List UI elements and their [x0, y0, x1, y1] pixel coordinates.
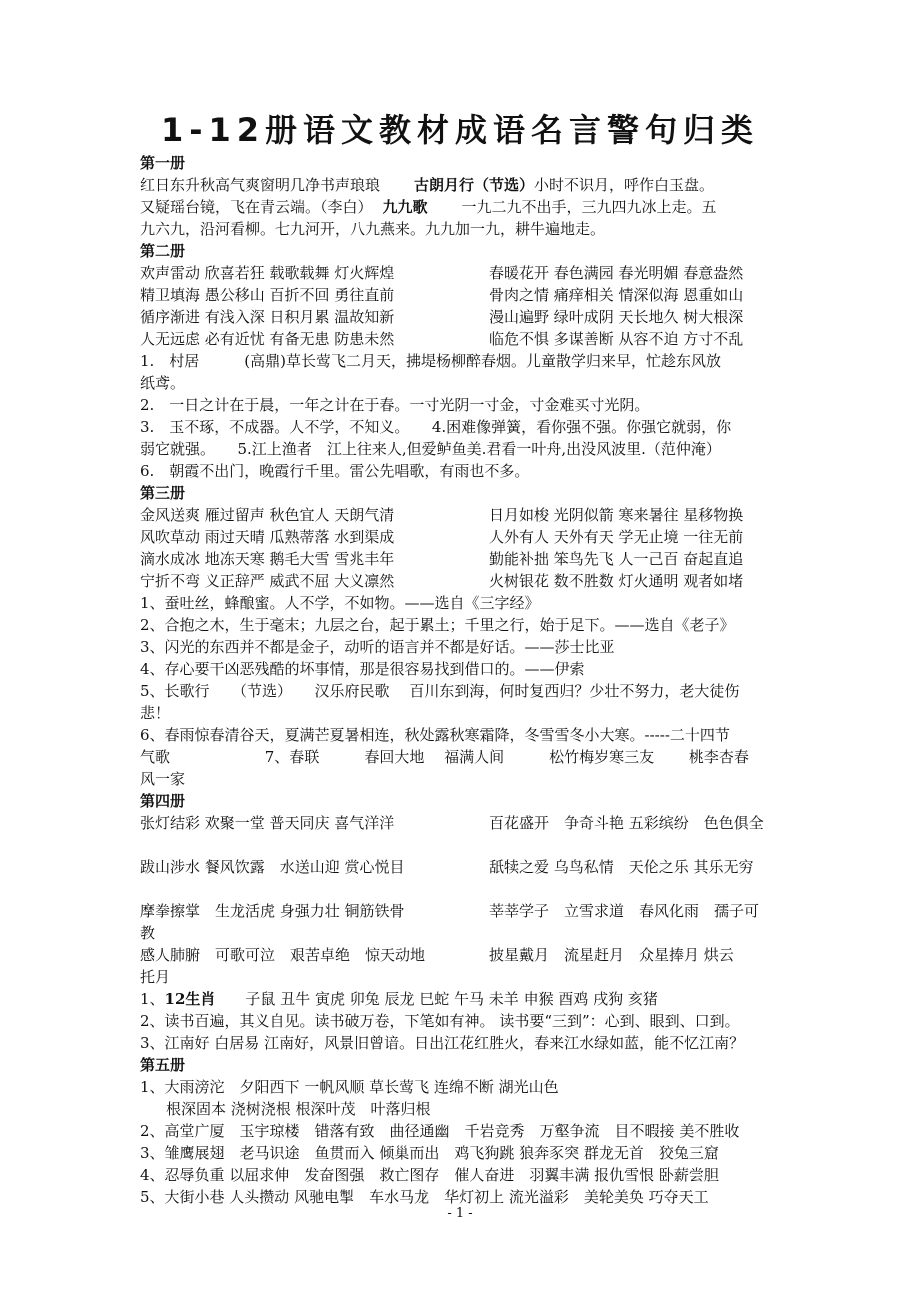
idiom-line: 3、雏鹰展翅 老马识途 鱼贯而入 倾巢而出 鸡飞狗跳 狼奔豕突 群龙无首 狡兔三窟: [140, 1144, 719, 1162]
quote-line: 气歌 7、春联 春回大地 福满人间 松竹梅岁寒三友 桃李杏春: [140, 748, 749, 766]
quote-line: 纸鸢。: [140, 374, 186, 392]
idiom-group: 舐犊之爱 乌鸟私情 天伦之乐 其乐无穷: [489, 858, 754, 876]
quote-line: 6、春雨惊春清谷天，夏满芒夏暑相连，秋处露秋寒霜降，冬雪雪冬小大寒。-----二十四节: [140, 726, 730, 744]
quote-line: 6. 朝霞不出门，晚霞行千里。雷公先唱歌，有雨也不多。: [140, 462, 530, 480]
idiom-group: 精卫填海 愚公移山 百折不回 勇往直前: [140, 286, 395, 304]
idiom-group: 人无远虑 必有近忧 有备无患 防患未然: [140, 330, 395, 348]
page-number: - 1 -: [447, 1206, 473, 1221]
section-heading-book2: 第二册: [140, 242, 186, 260]
idiom-group: 宁折不弯 义正辞严 威武不屈 大义凛然: [140, 572, 395, 590]
idiom-group: 漫山遍野 绿叶成阴 天长地久 树大根深: [489, 308, 744, 326]
jiujiuge-text-1: 一九二九不出手，三九四九冰上走。五: [461, 198, 717, 216]
idiom-row: [140, 504, 790, 526]
quote-line: 5、长歌行 （节选） 汉乐府民歌 百川东到海，何时复西归？少壮不努力，老大徒伤: [140, 682, 740, 700]
quote-line: 3. 玉不琢，不成器。人不学，不知义。 4.困难像弹簧，看你强不强。你强它就弱，你: [140, 418, 732, 436]
idiom-group: 莘莘学子 立雪求道 春风化雨 孺子可: [489, 902, 760, 920]
book1-idioms: 红日东升秋高气爽窗明几净书声琅琅: [140, 176, 381, 194]
idiom-line: 2、高堂广厦 玉宇琼楼 错落有致 曲径通幽 千岩竞秀 万壑争流 目不暇接 美不胜收: [140, 1122, 740, 1140]
idiom-group: 骨肉之情 痛痒相关 情深似海 恩重如山: [489, 286, 744, 304]
idiom-group: 金风送爽 雁过留声 秋色宜人 天朗气清: [140, 506, 395, 524]
idiom-line: 4、忍辱负重 以屈求伸 发奋图强 救亡图存 催人奋进 羽翼丰满 报仇雪恨 卧薪尝胆: [140, 1166, 719, 1184]
idiom-row: [140, 306, 790, 328]
idiom-group: 百花盛开 争奇斗艳 五彩缤纷 色色俱全: [489, 814, 764, 832]
idiom-line: 5、大街小巷 人头攒动 风驰电掣 车水马龙 华灯初上 流光溢彩 美轮美奂 巧夺天工: [140, 1188, 709, 1206]
idiom-row: [140, 284, 790, 306]
idiom-group: 循序渐进 有浅入深 日积月累 温故知新: [140, 308, 395, 326]
document-body: [140, 152, 790, 1208]
quote-line: 悲！: [140, 704, 171, 722]
idiom-row: [140, 328, 790, 350]
idiom-row: [140, 856, 790, 878]
idiom-group: 勤能补拙 笨鸟先飞 人一己百 奋起直追: [489, 550, 744, 568]
idiom-group: 人外有人 天外有天 学无止境 一往无前: [489, 528, 744, 546]
quote-line: 4、存心要干凶恶残酷的坏事情，那是很容易找到借口的。——伊索: [140, 660, 585, 678]
idiom-group: 风吹草动 雨过天晴 瓜熟蒂落 水到渠成: [140, 528, 395, 546]
idiom-row: [140, 900, 790, 922]
quote-line: 1. 村居 (高鼎)草长莺飞二月天，拂堤杨柳醉春烟。儿童散学归来早，忙趁东风放: [140, 352, 722, 370]
poem-title-jiujiuge: 九九歌: [382, 198, 428, 216]
idiom-group: 日月如梭 光阴似箭 寒来暑往 星移物换: [489, 506, 744, 524]
item-number: 1、: [140, 990, 165, 1008]
poem-text-1: 小时不识月，呼作白玉盘。: [534, 176, 715, 194]
quote-line: 1、蚕吐丝，蜂酿蜜。人不学，不如物。——选自《三字经》: [140, 594, 540, 612]
idiom-row: [140, 548, 790, 570]
idiom-group: 摩拳擦掌 生龙活虎 身强力壮 铜筋铁骨: [140, 902, 405, 920]
quote-line: 弱它就强。 5.江上渔者 江上往来人,但爱鲈鱼美.君看一叶舟,出没风波里.（范仲淹）: [140, 440, 721, 458]
section-heading-book1: 第一册: [140, 154, 186, 172]
idiom-group: 临危不惧 多谋善断 从容不迫 方寸不乱: [489, 330, 744, 348]
section-heading-book4: 第四册: [140, 792, 186, 810]
blank-line: [140, 834, 790, 856]
section-heading-book5: 第五册: [140, 1056, 186, 1074]
book1-line-1: [140, 174, 790, 196]
idiom-line: 根深固本 浇树浇根 根深叶茂 叶落归根: [166, 1100, 431, 1118]
book1-line-2: [140, 196, 790, 218]
idiom-row: [140, 526, 790, 548]
idiom-row: [140, 812, 790, 834]
idiom-group: 春暖花开 春色满园 春光明媚 春意盎然: [489, 264, 744, 282]
idiom-group: 披星戴月 流星赶月 众星捧月 烘云: [489, 946, 734, 964]
section-heading-book3: 第三册: [140, 484, 186, 502]
idiom-row: [140, 944, 790, 966]
quote-line: 3、江南好 白居易 江南好，风景旧曾谙。日出江花红胜火，春来江水绿如蓝，能不忆江南？: [140, 1034, 745, 1052]
idiom-row: [140, 262, 790, 284]
idiom-continuation: 教: [140, 924, 156, 942]
quote-line: 2. 一日之计在于晨，一年之计在于春。一寸光阴一寸金，寸金难买寸光阴。: [140, 396, 650, 414]
quote-line: 2、读书百遍，其义自见。读书破万卷，下笔如有神。 读书要“三到”：心到、眼到、口到。: [140, 1012, 740, 1030]
idiom-continuation: 托月: [140, 968, 171, 986]
idiom-group: 感人肺腑 可歌可泣 艰苦卓绝 惊天动地: [140, 946, 426, 964]
idiom-group: 张灯结彩 欢聚一堂 普天同庆 喜气洋洋: [140, 814, 395, 832]
idiom-group: 欢声雷动 欣喜若狂 载歌载舞 灯火辉煌: [140, 264, 395, 282]
zodiac-line: [140, 988, 790, 1010]
idiom-row: [140, 570, 790, 592]
idiom-group: 跋山涉水 餐风饮露 水送山迎 赏心悦目: [140, 858, 405, 876]
poem-text-2: 又疑瑶台镜，飞在青云端。（李白）: [140, 198, 373, 216]
poem-title-gulangyuexing: 古朗月行（节选）: [414, 176, 535, 194]
zodiac-list: 子鼠 丑牛 寅虎 卯兔 辰龙 巳蛇 午马 未羊 申猴 酉鸡 戌狗 亥猪: [215, 990, 658, 1008]
quote-line: 2、合抱之木，生于毫末；九层之台，起于累土；千里之行，始于足下。——选自《老子》: [140, 616, 735, 634]
jiujiuge-text-2: 九六九，沿河看柳。七九河开，八九燕来。九九加一九，耕牛遍地走。: [140, 220, 606, 238]
quote-line: 3、闪光的东西并不都是金子，动听的语言并不都是好话。——莎士比亚: [140, 638, 615, 656]
idiom-line: 1、大雨滂沱 夕阳西下 一帆风顺 草长莺飞 连绵不断 湖光山色: [140, 1078, 559, 1096]
page-title: 1-12册语文教材成语名言警句归类: [160, 111, 760, 149]
blank-line: [140, 878, 790, 900]
idiom-group: 滴水成冰 地冻天寒 鹅毛大雪 雪兆丰年: [140, 550, 395, 568]
idiom-group: 火树银花 数不胜数 灯火通明 观者如堵: [489, 572, 744, 590]
quote-line: 风一家: [140, 770, 186, 788]
zodiac-heading: 12生肖: [164, 990, 216, 1008]
